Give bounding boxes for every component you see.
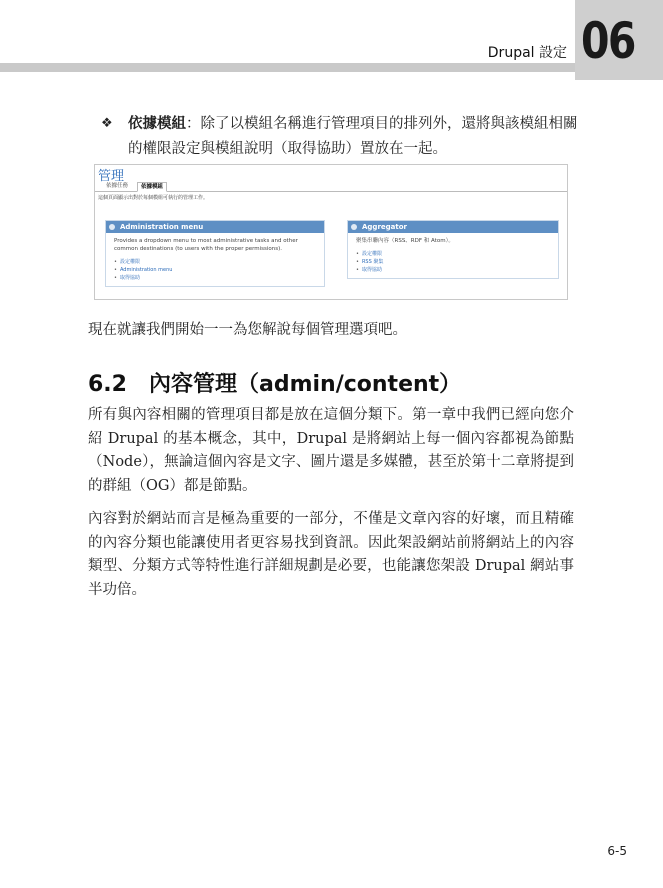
tab-by-module[interactable]: 依據模組 bbox=[137, 182, 167, 192]
screenshot-description: 這個頁面顯示出對於每個模組可執行的管理工作。 bbox=[98, 195, 209, 201]
tab-by-task[interactable]: 依據任務 bbox=[106, 183, 129, 189]
admin-by-module-screenshot bbox=[94, 164, 568, 300]
chapter-number: 06 bbox=[581, 12, 635, 70]
module-icon bbox=[351, 224, 357, 230]
panel-title: Aggregator bbox=[362, 223, 407, 231]
link-get-help[interactable]: • 取得協助 bbox=[356, 266, 550, 274]
intro-sentence: 現在就讓我們開始一一為您解說每個管理選項吧。 bbox=[88, 322, 407, 338]
panel-description: Provides a dropdown menu to most administrative tasks and other common destinations (to users with the proper permissions). bbox=[114, 238, 298, 252]
panel-description: 聚集串聯內容（RSS、RDF 和 Atom）。 bbox=[356, 238, 454, 244]
diamond-bullet-icon: ❖ bbox=[101, 116, 113, 131]
panel-aggregator bbox=[347, 220, 559, 279]
section-title: 內容管理（admin/content） bbox=[148, 372, 462, 397]
page-number: 6-5 bbox=[607, 844, 627, 858]
bullet-item bbox=[101, 111, 581, 162]
screenshot-tab-bar bbox=[95, 182, 567, 192]
link-rss-aggregator[interactable]: • RSS 聚集 bbox=[356, 258, 550, 266]
panel-body bbox=[348, 233, 558, 278]
panel-title: Administration menu bbox=[120, 223, 204, 231]
running-title: Drupal 設定 bbox=[487, 45, 567, 61]
section-number: 6.2 bbox=[88, 372, 127, 397]
bullet-term: 依據模組 bbox=[128, 115, 186, 132]
bullet-text-block bbox=[128, 111, 581, 162]
panel-body bbox=[106, 233, 324, 286]
panel-administration-menu bbox=[105, 220, 325, 287]
screenshot-page-title: 管理 bbox=[98, 169, 125, 184]
header-band bbox=[0, 63, 663, 72]
panel-header bbox=[106, 221, 324, 233]
paragraph: 內容對於網站而言是極為重要的一部分，不僅是文章內容的好壞，而且精確的內容分類也能讓使用者更容易找到資訊。因此架設網站前將網站上的內容類型、分類方式等特性進行詳細規劃是必要，也能讓您架設 Drupal 網站事半功倍。 bbox=[88, 511, 574, 598]
bullet-description: ：除了以模組名稱進行管理項目的排列外，還將與該模組相關的權限設定與模組說明（取得協助）置放在一起。 bbox=[128, 116, 578, 157]
link-set-permissions[interactable]: • 設定權限 bbox=[356, 250, 550, 258]
link-set-permissions[interactable]: • 設定權限 bbox=[114, 258, 316, 266]
link-administration-menu[interactable]: • Administration menu bbox=[114, 266, 316, 274]
panel-header bbox=[348, 221, 558, 233]
module-icon bbox=[109, 224, 115, 230]
paragraph: 所有與內容相關的管理項目都是放在這個分類下。第一章中我們已經向您介紹 Drupal 的基本概念，其中，Drupal 是將網站上每一個內容都視為節點（Node），無論這個內容是文字、圖片還是多媒體，甚至於第十二章將提到的群組（OG）都是節點。 bbox=[88, 407, 574, 494]
section-heading bbox=[88, 367, 461, 398]
link-get-help[interactable]: • 取得協助 bbox=[114, 274, 316, 282]
